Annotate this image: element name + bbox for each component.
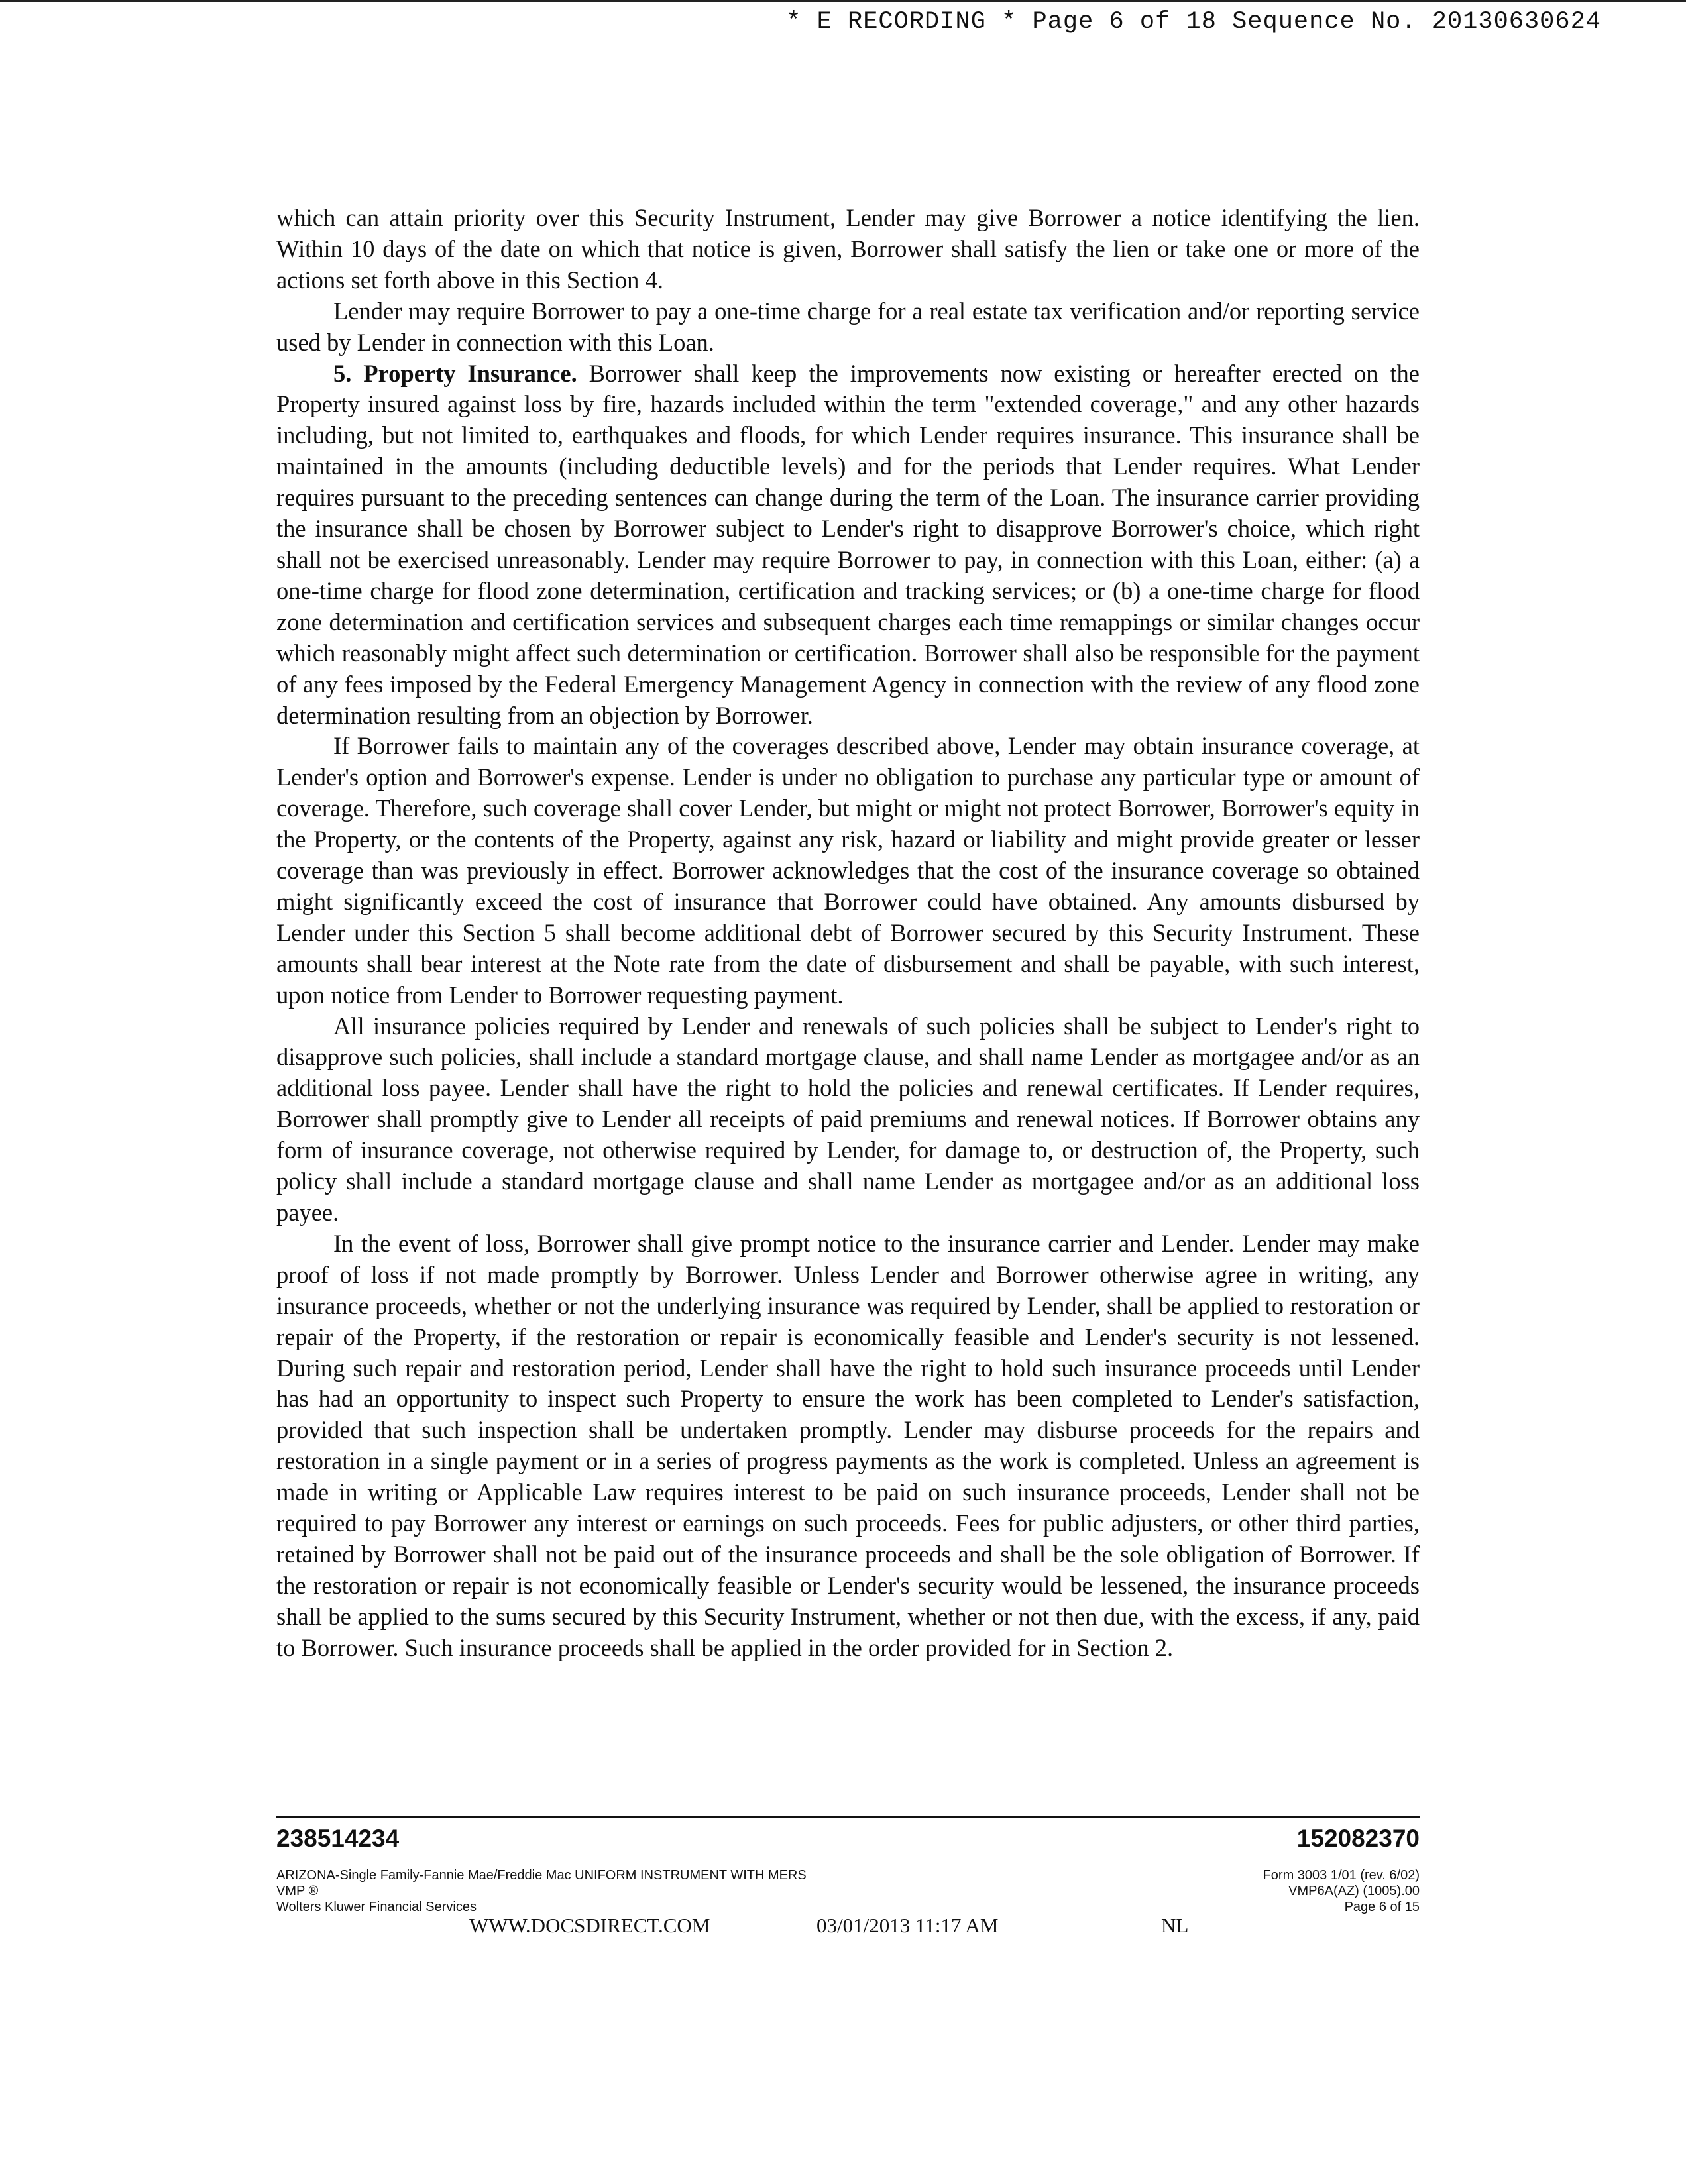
form-page-label: Page 6 of 15 (1344, 1900, 1420, 1914)
footer-form-info (276, 1867, 807, 1915)
loan-number-right: 152082370 (1296, 1825, 1420, 1852)
paragraph-insurance-policies: All insurance policies required by Lender and renewals of such policies shall be subject to Lender's right to disapprove such policies, shall include a standard mortgage clause, and shall name Lender as mortgagee and/or as an additional loss payee. Lender shall have the right to hold the policies and renewal certificates. If Lender requires, Borrower shall promptly give to Lender all receipts of paid premiums and renewal notices. If Borrower obtains any form of insurance coverage, not otherwise required by Lender, for damage to, or destruction of, the Property, such policy shall include a standard mortgage clause and shall name Lender as mortgagee and/or as an additional loss payee. (276, 1012, 1420, 1226)
paragraph-property-insurance (276, 358, 1420, 732)
top-border-line (0, 0, 1686, 2)
preparer-initials: NL (1161, 1914, 1189, 1937)
docsdirect-website: WWW.DOCSDIRECT.COM (469, 1914, 710, 1937)
loan-number-left: 238514234 (276, 1825, 400, 1852)
document-body (276, 203, 1420, 1664)
section-5-text: Borrower shall keep the improvements now existing or hereafter erected on the Property insured against loss by fire, hazards included within the term "extended coverage," and any other hazards including, but not limited to, earthquakes and floods, for which Lender requires insurance. This insurance shall be maintained in the amounts (including deductible levels) and for the periods that Lender requires. What Lender requires pursuant to the preceding sentences can change during the term of the Loan. The insurance carrier providing the insurance shall be chosen by Borrower subject to Lender's right to disapprove Borrower's choice, which right shall not be exercised unreasonably. Lender may require Borrower to pay, in connection with this Loan, either: (a) a one-time charge for flood zone determination, certification and tracking services; or (b) a one-time charge for flood zone determination and certification services and subsequent charges each time remappings or similar changes occur which reasonably might affect such determination or certification. Borrower shall also be responsible for the payment of any fees imposed by the Federal Emergency Management Agency in connection with the review of any flood zone determination resulting from an objection by Borrower. (276, 359, 1420, 729)
publisher-name: Wolters Kluwer Financial Services (276, 1900, 477, 1914)
paragraph-tax-verification: Lender may require Borrower to pay a one-time charge for a real estate tax verification and/or reporting service used by Lender in connection with this Loan. (276, 297, 1420, 356)
form-number: Form 3003 1/01 (rev. 6/02) (1263, 1868, 1420, 1883)
section-5-heading: 5. Property Insurance. (333, 359, 577, 387)
paragraph-event-of-loss: In the event of loss, Borrower shall give prompt notice to the insurance carrier and Lender. Lender may make proof of loss if not made promptly by Borrower. Unless Lender and Borrower otherwise agree in writing, any insurance proceeds, whether or not the underlying insurance was required by Lender, shall be applied to restoration or repair of the Property, if the restoration or repair is economically feasible and Lender's security is not lessened. During such repair and restoration period, Lender shall have the right to hold such insurance proceeds until Lender has had an opportunity to inspect such Property to ensure the work has been completed to Lender's satisfaction, provided that such inspection shall be undertaken promptly. Lender may disburse proceeds for the repairs and restoration in a single payment or in a series of progress payments as the work is completed. Unless an agreement is made in writing or Applicable Law requires interest to be paid on such insurance proceeds, Lender shall not be required to pay Borrower any interest or earnings on such proceeds. Fees for public adjusters, or other third parties, retained by Borrower shall not be paid out of the insurance proceeds and shall be the sole obligation of Borrower. If the restoration or repair is not economically feasible or Lender's security would be lessened, the insurance proceeds shall be applied to the sums secured by this Security Instrument, whether or not then due, with the excess, if any, paid to Borrower. Such insurance proceeds shall be applied in the order provided for in Section 2. (276, 1229, 1420, 1661)
form-title: ARIZONA-Single Family-Fannie Mae/Freddie Mac UNIFORM INSTRUMENT WITH MERS (276, 1868, 807, 1883)
footer-divider (276, 1816, 1420, 1818)
vmp-code: VMP6A(AZ) (1005).00 (1288, 1884, 1420, 1898)
paragraph-lien-continuation: which can attain priority over this Security Instrument, Lender may give Borrower a notice identifying the lien. Within 10 days of the date on which that notice is given, Borrower shall satisfy the lien or take one or more of the actions set forth above in this Section 4. (276, 204, 1420, 294)
paragraph-coverage-failure: If Borrower fails to maintain any of the coverages described above, Lender may obtain insurance coverage, at Lender's option and Borrower's expense. Lender is under no obligation to purchase any particular type or amount of coverage. Therefore, such coverage shall cover Lender, but might or might not protect Borrower, Borrower's equity in the Property, or the contents of the Property, against any risk, hazard or liability and might provide greater or lesser coverage than was previously in effect. Borrower acknowledges that the cost of the insurance coverage so obtained might significantly exceed the cost of insurance that Borrower could have obtained. Any amounts disbursed by Lender under this Section 5 shall become additional debt of Borrower secured by this Security Instrument. These amounts shall bear interest at the Note rate from the date of disbursement and shall be payable, with such interest, upon notice from Lender to Borrower requesting payment. (276, 732, 1420, 1009)
vmp-mark: VMP ® (276, 1884, 319, 1898)
print-datetime: 03/01/2013 11:17 AM (816, 1914, 999, 1937)
recording-header: * E RECORDING * Page 6 of 18 Sequence No. 20130630624 (786, 8, 1601, 36)
footer-form-codes (1263, 1867, 1420, 1915)
